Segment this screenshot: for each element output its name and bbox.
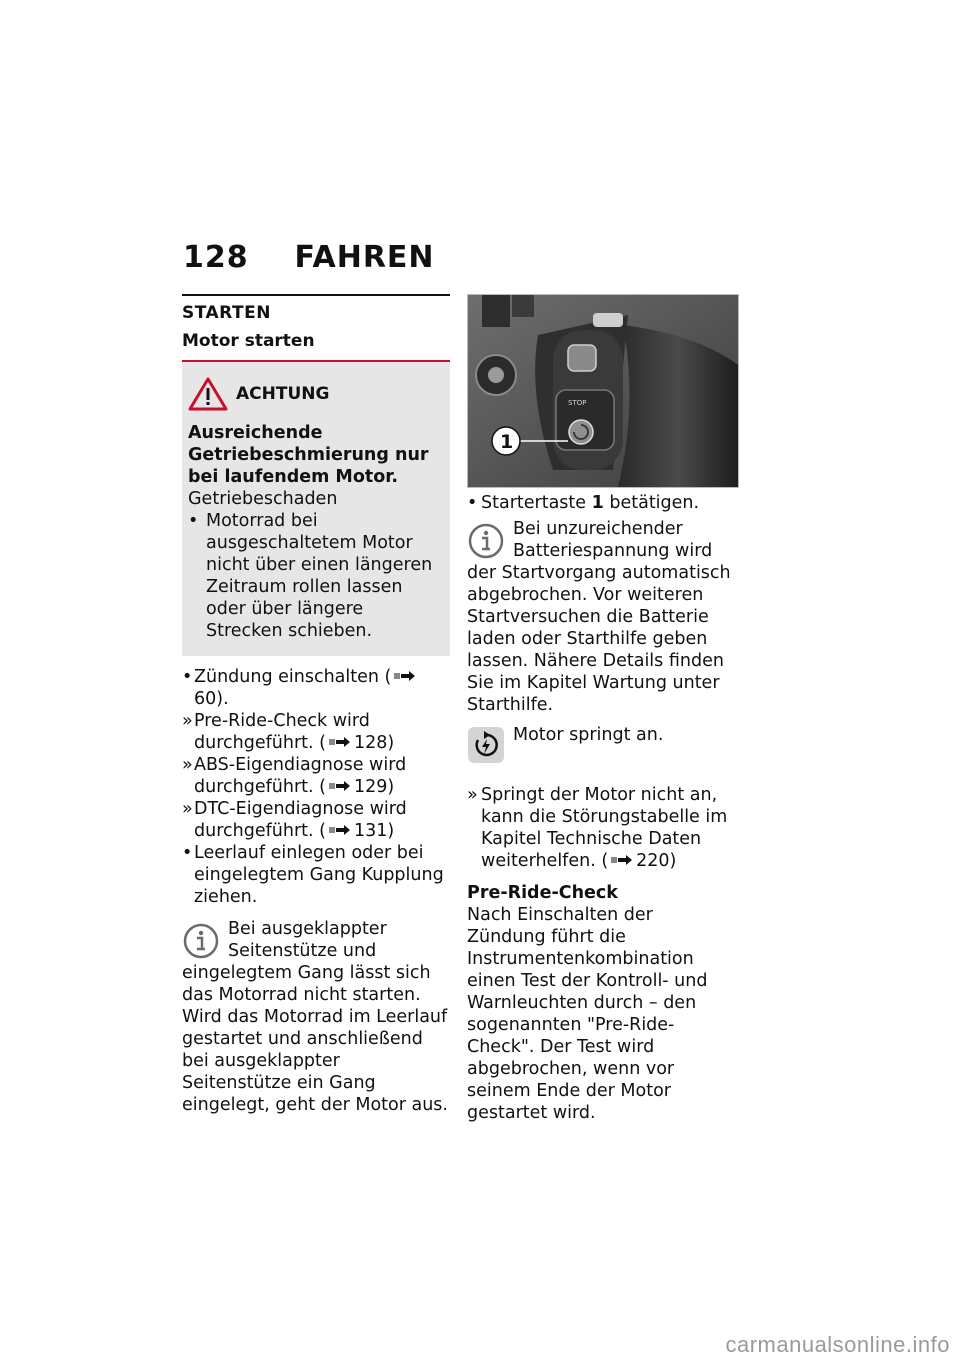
step-item bbox=[182, 666, 450, 710]
steps-list bbox=[182, 666, 450, 908]
info-note-battery bbox=[467, 518, 735, 716]
photo-callout-1: 1 bbox=[500, 431, 514, 453]
page-number: 128 bbox=[183, 240, 249, 275]
step-text: Zündung einschalten ( bbox=[194, 667, 392, 687]
info-note bbox=[182, 918, 450, 1116]
info-icon bbox=[467, 522, 505, 560]
step-text: DTC-Eigendiagnose wird durchgeführt. ( bbox=[194, 799, 407, 841]
section-rule bbox=[182, 294, 450, 296]
result-item bbox=[467, 784, 735, 872]
step-item bbox=[182, 710, 450, 754]
step-marker: • bbox=[467, 493, 478, 513]
step-item bbox=[467, 492, 735, 514]
step-item bbox=[182, 798, 450, 842]
right-column bbox=[467, 294, 735, 1124]
preride-body: Nach Einschalten der Zündung führt die Instrumentenkombination einen Test der Kontroll- und Warnleuchten durch – den sogenannten "Pre-Ride-Check". Der Test wird abgebrochen, wenn vor seinem Ende der Motor gestartet wird. bbox=[467, 905, 708, 1123]
step-marker: » bbox=[182, 711, 193, 731]
info-icon bbox=[182, 922, 220, 960]
warning-consequence: Getriebeschaden bbox=[188, 489, 338, 509]
cross-reference-arrow-icon bbox=[329, 780, 351, 792]
step-item bbox=[182, 754, 450, 798]
step-marker: • bbox=[182, 843, 193, 863]
step-marker: » bbox=[182, 799, 193, 819]
step-text-before: Startertaste bbox=[481, 493, 592, 513]
warning-item: • Motorrad bei ausgeschaltetem Motor nicht über einen längeren Zeitraum rollen lassen oder über längere Strecken schieben. bbox=[188, 511, 433, 641]
section-title: STARTEN bbox=[182, 303, 271, 323]
page-header bbox=[183, 240, 435, 275]
step-marker: • bbox=[182, 667, 193, 687]
handlebar-switch-photo bbox=[467, 294, 739, 488]
cross-reference-arrow-icon bbox=[394, 670, 416, 682]
step-text: Leerlauf einlegen oder bei eingelegtem Gang Kupplung ziehen. bbox=[194, 843, 444, 907]
step-text-after: betätigen. bbox=[603, 493, 700, 513]
result-marker: » bbox=[467, 785, 478, 805]
step-item bbox=[182, 842, 450, 908]
page-reference[interactable]: 131) bbox=[353, 821, 395, 841]
right-steps bbox=[467, 492, 735, 514]
cross-reference-arrow-icon bbox=[329, 824, 351, 836]
info-text: Bei ausgeklappter Seitenstütze und eingelegtem Gang lässt sich das Motorrad nicht starten. Wird das Motorrad im Leerlauf gestartet und anschließend bei ausgeklappter Seitenstütze ein Gang eingelegt, geht der Motor aus. bbox=[182, 919, 448, 1115]
warning-headline: Ausreichende Getriebeschmierung nur bei laufendem Motor. bbox=[188, 423, 429, 487]
info-text: Bei unzureichender Batteriespannung wird der Startvorgang automatisch abgebrochen. Vor weiteren Startversuchen die Batterie laden oder Starthilfe geben lassen. Nähere Details finden Sie im Kapitel Wartung unter Starthilfe. bbox=[467, 519, 731, 715]
cross-reference-arrow-icon bbox=[611, 854, 633, 866]
step-callout-number: 1 bbox=[591, 493, 604, 513]
result-text: Springt der Motor nicht an, kann die Störungstabelle im Kapitel Technische Daten weiterhelfen. ( bbox=[481, 785, 728, 871]
warning-list bbox=[188, 510, 444, 642]
motor-runs-text: Motor springt an. bbox=[513, 725, 664, 745]
page-reference[interactable]: 220) bbox=[636, 851, 677, 871]
cross-reference-arrow-icon bbox=[329, 736, 351, 748]
warning-label: ACHTUNG bbox=[236, 384, 330, 404]
warning-triangle-icon bbox=[188, 376, 228, 412]
result-list bbox=[467, 784, 735, 872]
warning-box bbox=[182, 362, 450, 656]
stop-label: STOP bbox=[568, 399, 587, 407]
step-text: ABS-Eigendiagnose wird durchgeführt. ( bbox=[194, 755, 407, 797]
watermark: carmanualsonline.info bbox=[725, 1332, 950, 1357]
step-marker: » bbox=[182, 755, 193, 775]
preride-title: Pre-Ride-Check bbox=[467, 883, 618, 903]
warning-header bbox=[188, 376, 444, 412]
page-reference[interactable]: 60). bbox=[194, 689, 229, 709]
engine-start-icon bbox=[467, 726, 505, 764]
motor-runs-block bbox=[467, 724, 735, 778]
chapter-title: FAHREN bbox=[294, 240, 435, 275]
warning-item-text: Motorrad bei ausgeschaltetem Motor nicht über einen längeren Zeitraum rollen lassen oder über längere Strecken schieben. bbox=[206, 511, 433, 641]
step-text: Pre-Ride-Check wird durchgeführt. ( bbox=[194, 711, 370, 753]
page-reference[interactable]: 129) bbox=[353, 777, 395, 797]
subsection-title: Motor starten bbox=[182, 330, 450, 362]
left-column bbox=[182, 294, 450, 1116]
page-reference[interactable]: 128) bbox=[353, 733, 395, 753]
